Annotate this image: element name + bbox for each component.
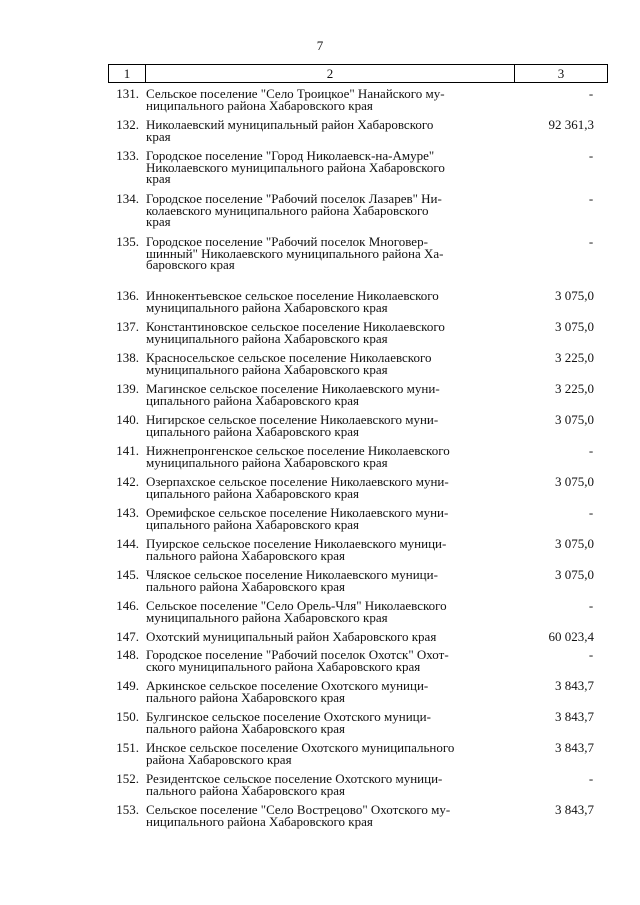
row-name: Сельское поселение "Село Орель-Чля" Николаевского муниципального района Хабаровского края — [146, 598, 447, 625]
row-number: 140. — [116, 412, 139, 427]
row-name: Николаевский муниципальный район Хабаровского края — [146, 117, 434, 144]
row-number: 135. — [116, 234, 139, 249]
table-row — [108, 383, 608, 406]
row-name: Аркинское сельское поселение Охотского муници- пального района Хабаровского края — [146, 678, 429, 705]
row-number: 149. — [116, 678, 139, 693]
table-row — [108, 742, 608, 765]
row-number: 148. — [116, 647, 139, 662]
row-value: 60 023,4 — [548, 629, 594, 644]
row-name: Нижнепронгенское сельское поселение Николаевского муниципального района Хабаровского края — [146, 443, 450, 470]
row-number: 133. — [116, 148, 139, 163]
row-name: Иннокентьевское сельское поселение Николаевского муниципального района Хабаровского края — [146, 288, 439, 315]
row-name: Оремифское сельское поселение Николаевского муни- ципального района Хабаровского края — [146, 505, 449, 532]
row-name: Инское сельское поселение Охотского муниципального района Хабаровского края — [146, 740, 455, 767]
row-value: 3 225,0 — [555, 350, 594, 365]
row-value: 92 361,3 — [548, 117, 594, 132]
table-row — [108, 193, 608, 228]
row-number: 134. — [116, 191, 139, 206]
row-number: 146. — [116, 598, 139, 613]
row-number: 143. — [116, 505, 139, 520]
table-row — [108, 321, 608, 344]
header-col-1: 1 — [109, 65, 146, 82]
row-value: 3 843,7 — [555, 740, 594, 755]
row-name: Охотский муниципальный район Хабаровского края — [146, 629, 437, 644]
row-value: - — [588, 148, 594, 163]
row-name: Озерпахское сельское поселение Николаевского муни- ципального района Хабаровского края — [146, 474, 449, 501]
row-value: - — [588, 647, 594, 662]
row-number: 144. — [116, 536, 139, 551]
row-value: 3 075,0 — [555, 412, 594, 427]
row-number: 141. — [116, 443, 139, 458]
table-row — [108, 352, 608, 375]
table-row — [108, 538, 608, 561]
row-name: Городское поселение "Рабочий поселок Лазарев" Ни- колаевского муниципального района Хабаровского края — [146, 191, 442, 229]
row-name: Городское поселение "Город Николаевск-на-Амуре" Николаевского муниципального района Хабаровского края — [146, 148, 445, 186]
row-value: - — [588, 443, 594, 458]
row-value: - — [588, 598, 594, 613]
row-value: 3 075,0 — [555, 319, 594, 334]
row-number: 147. — [116, 629, 139, 644]
table-row — [108, 773, 608, 796]
table-row — [108, 476, 608, 499]
table-header — [108, 64, 608, 83]
row-name: Булгинское сельское поселение Охотского муници- пального района Хабаровского края — [146, 709, 431, 736]
table-row — [108, 804, 608, 827]
row-value: - — [588, 86, 594, 101]
row-value: 3 225,0 — [555, 381, 594, 396]
row-name: Пуирское сельское поселение Николаевского муници- пального района Хабаровского края — [146, 536, 447, 563]
row-name: Константиновское сельское поселение Николаевского муниципального района Хабаровского края — [146, 319, 445, 346]
row-name: Чляское сельское поселение Николаевского муници- пального района Хабаровского края — [146, 567, 438, 594]
row-value: - — [588, 234, 594, 249]
table-row — [108, 150, 608, 185]
row-name: Сельское поселение "Село Троицкое" Нанайского му- ниципального района Хабаровского края — [146, 86, 445, 113]
page-number: 7 — [316, 38, 324, 53]
header-col-3: 3 — [557, 65, 565, 81]
row-number: 152. — [116, 771, 139, 786]
row-name: Красносельское сельское поселение Николаевского муниципального района Хабаровского края — [146, 350, 432, 377]
row-name: Сельское поселение "Село Вострецово" Охотского му- ниципального района Хабаровского края — [146, 802, 451, 829]
row-value: 3 075,0 — [555, 567, 594, 582]
row-number: 138. — [116, 350, 139, 365]
table-row — [108, 631, 608, 643]
row-name: Магинское сельское поселение Николаевского муни- ципального района Хабаровского края — [146, 381, 440, 408]
table-row — [108, 445, 608, 468]
row-name: Городское поселение "Рабочий поселок Многовер- шинный" Николаевского муниципального района Ха- баровского края — [146, 234, 444, 272]
row-value: 3 075,0 — [555, 288, 594, 303]
row-value: - — [588, 505, 594, 520]
table-row — [108, 649, 608, 672]
row-value: 3 075,0 — [555, 536, 594, 551]
row-number: 150. — [116, 709, 139, 724]
row-name: Городское поселение "Рабочий поселок Охотск" Охот- ского муниципального района Хабаровского края — [146, 647, 449, 674]
row-number: 131. — [116, 86, 139, 101]
table-row — [108, 290, 608, 313]
table-row — [108, 507, 608, 530]
row-name: Резидентское сельское поселение Охотского муници- пального района Хабаровского края — [146, 771, 443, 798]
header-col-2: 2 — [146, 65, 515, 82]
table-row — [108, 569, 608, 592]
table-row — [108, 414, 608, 437]
table-row — [108, 88, 608, 111]
row-value: - — [588, 771, 594, 786]
row-value: 3 075,0 — [555, 474, 594, 489]
row-number: 137. — [116, 319, 139, 334]
row-value: 3 843,7 — [555, 709, 594, 724]
table-row — [108, 711, 608, 734]
row-number: 136. — [116, 288, 139, 303]
row-number: 145. — [116, 567, 139, 582]
row-number: 153. — [116, 802, 139, 817]
row-number: 139. — [116, 381, 139, 396]
row-value: - — [588, 191, 594, 206]
table-row — [108, 600, 608, 623]
table-row — [108, 119, 608, 142]
row-value: 3 843,7 — [555, 802, 594, 817]
row-name: Нигирское сельское поселение Николаевского муни- ципального района Хабаровского края — [146, 412, 439, 439]
table-row — [108, 236, 608, 271]
row-value: 3 843,7 — [555, 678, 594, 693]
row-number: 142. — [116, 474, 139, 489]
row-number: 151. — [116, 740, 139, 755]
table-row — [108, 680, 608, 703]
row-number: 132. — [116, 117, 139, 132]
